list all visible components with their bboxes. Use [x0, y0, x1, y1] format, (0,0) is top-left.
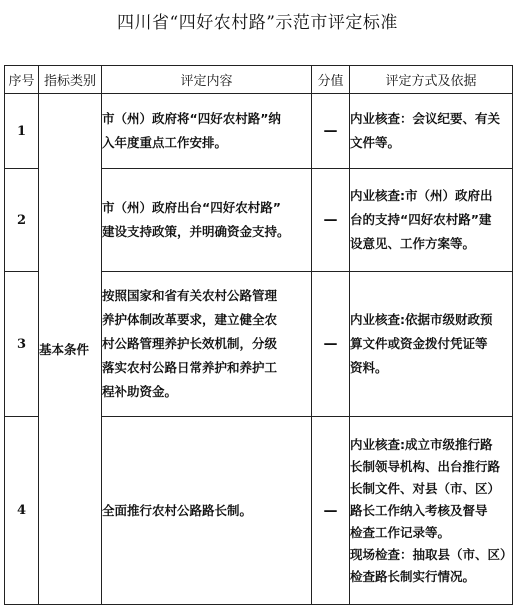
content-line: 养护体制改革要求，建立健全农: [102, 312, 278, 327]
method-line: 文件等。: [350, 135, 401, 150]
method-line: 检查工作记录等。: [350, 524, 451, 540]
content-cell: [102, 272, 312, 417]
content-cell: [102, 417, 312, 605]
page-title: 四川省“四好农村路”示范市评定标准: [117, 13, 398, 33]
content-line: 村公路管理养护长效机制，分级: [102, 336, 278, 351]
method-line: 内业核查:成立市级推行路: [350, 436, 493, 452]
method-line: 设意见、工作方案等。: [350, 236, 476, 251]
method-line: 长制文件、对县（市、区）: [350, 480, 501, 496]
method-line: 算文件或资金拨付凭证等: [350, 336, 488, 351]
row-number: 1: [5, 94, 39, 169]
header-category: 指标类别: [39, 66, 102, 94]
method-cell: [350, 417, 513, 605]
method-cell: [350, 94, 513, 169]
score-cell: —: [312, 94, 350, 169]
method-line: 现场检查：抽取县（市、区）: [350, 546, 513, 562]
method-line: 台的支持“四好农村路”建: [350, 212, 492, 227]
content-line: 市（州）政府出台“四好农村路”: [102, 200, 281, 215]
row-number: 3: [5, 272, 39, 417]
score-cell: —: [312, 272, 350, 417]
method-line: 内业核查：会议纪要、有关: [350, 111, 501, 126]
standards-table: [4, 65, 513, 605]
category-cell: 基本条件: [39, 94, 102, 605]
table-header-row: [5, 66, 513, 94]
score-cell: —: [312, 417, 350, 605]
content-line: 全面推行农村公路路长制。: [102, 502, 253, 518]
method-cell: [350, 272, 513, 417]
content-line: 入年度重点工作安排。: [102, 135, 228, 150]
method-line: 内业核查:依据市级财政预: [350, 312, 493, 327]
row-number: 2: [5, 169, 39, 272]
content-line: 市（州）政府将“四好农村路”纳: [102, 111, 281, 126]
header-content: 评定内容: [102, 66, 312, 94]
header-number: 序号: [5, 66, 39, 94]
method-line: 长制领导机构、出台推行路: [350, 458, 501, 474]
header-score: 分值: [312, 66, 350, 94]
method-line: 检查路长制实行情况。: [350, 568, 476, 584]
content-line: 建设支持政策，并明确资金支持。: [102, 224, 290, 239]
content-cell: [102, 169, 312, 272]
header-method: 评定方式及依据: [350, 66, 513, 94]
score-cell: —: [312, 169, 350, 272]
content-line: 程补助资金。: [102, 384, 178, 399]
content-line: 按照国家和省有关农村公路管理: [102, 288, 278, 303]
content-cell: [102, 94, 312, 169]
method-line: 资料。: [350, 360, 388, 375]
method-cell: [350, 169, 513, 272]
method-line: 内业核查:市（州）政府出: [350, 188, 493, 203]
method-line: 路长工作纳入考核及督导: [350, 502, 488, 518]
table-row: [5, 94, 513, 169]
row-number: 4: [5, 417, 39, 605]
content-line: 落实农村公路日常养护和养护工: [102, 360, 278, 375]
